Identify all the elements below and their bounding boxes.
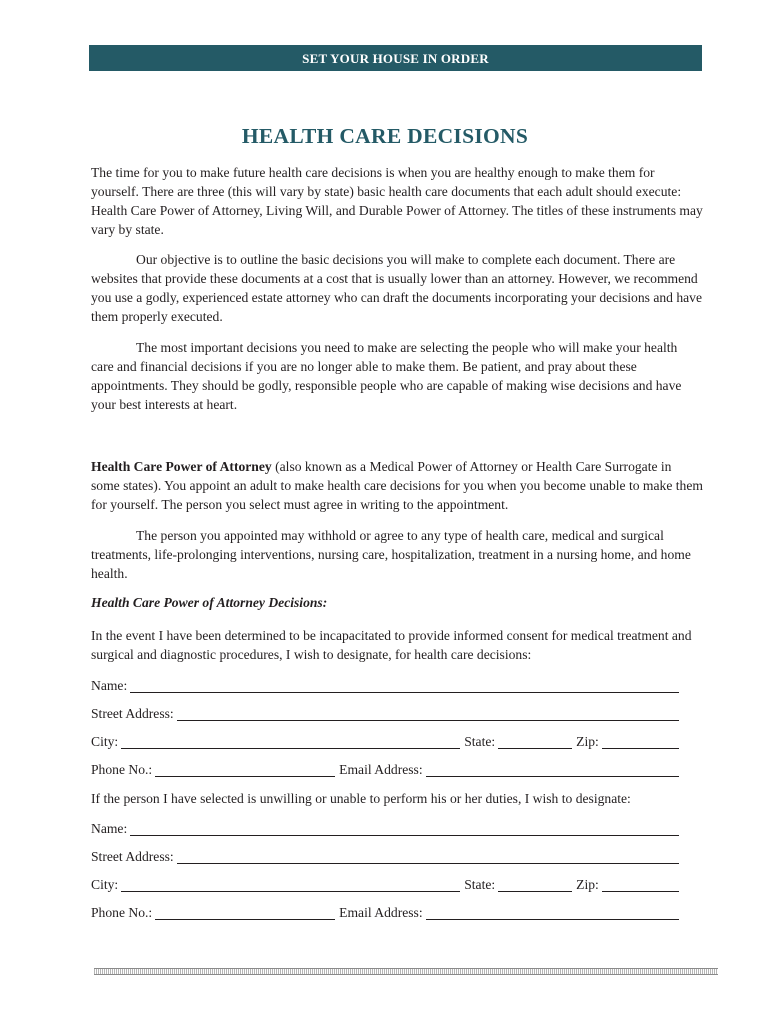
street-label: Street Address: [91,849,174,864]
primary-street-row [91,704,679,724]
primary-city-field[interactable] [121,735,460,749]
alternate-zip-field[interactable] [602,878,679,892]
primary-city-row [91,732,679,752]
city-label: City: [91,877,119,892]
alternate-street-row [91,847,679,867]
hcpoa-paragraph [91,457,703,514]
authority-paragraph: The person you appointed may withhold or agree to any type of health care, medical and surgical treatments, life-prolonging interventions, nursing care, hospitalization, treatment in a nursing home, and home health. [91,528,691,581]
alternate-street-field[interactable] [177,850,679,864]
alternate-paragraph: If the person I have selected is unwilling or unable to perform his or her duties, I wish to designate: [91,791,631,806]
section-banner: SET YOUR HOUSE IN ORDER [89,45,702,71]
phone-label: Phone No.: [91,905,153,920]
hcpoa-description: (also known as a Medical Power of Attorney or Health Care Surrogate in some states). You appoint an adult to make health care decisions for you when you become unable to make them for yourself. The person you select must agree in writing to the appointment. [91,459,703,512]
designation-paragraph: In the event I have been determined to be incapacitated to provide informed consent for medical treatment and surgical and diagnostic procedures, I wish to designate, for health care decisions: [91,628,692,662]
hcpoa-term: Health Care Power of Attorney [91,459,272,474]
intro-paragraph: The time for you to make future health care decisions is when you are healthy enough to make them for yourself. There are three (this will vary by state) basic health care documents that each adult should execute: Health Care Power of Attorney, Living Will, and Durable Power of Attorney. The titles of these instruments may vary by state. [91,165,703,237]
alternate-state-field[interactable] [498,878,572,892]
primary-contact-row [91,760,679,780]
appointments-paragraph: The most important decisions you need to make are selecting the people who will make your health care and financial decisions if you are no longer able to make them. Be patient, and pray about these appointments. They should be godly, responsible people who are capable of making wise decisions and have your best interests at heart. [91,340,682,412]
alternate-name-row [91,819,679,839]
objective-paragraph: Our objective is to outline the basic decisions you will make to complete each document. There are websites that provide these documents at a cost that is usually lower than an attorney. However, we recommend you use a godly, experienced estate attorney who can draft the documents incorporating your decisions and have them properly executed. [91,252,703,324]
primary-name-field[interactable] [130,679,679,693]
zip-label: Zip: [576,734,599,749]
primary-zip-field[interactable] [602,735,679,749]
page-title: HEALTH CARE DECISIONS [241,124,529,148]
name-label: Name: [91,678,128,693]
email-label: Email Address: [339,905,423,920]
alternate-phone-field[interactable] [155,906,335,920]
state-label: State: [464,877,496,892]
primary-street-field[interactable] [177,707,679,721]
primary-name-row [91,676,679,696]
alternate-city-field[interactable] [121,878,460,892]
decisions-subheading: Health Care Power of Attorney Decisions: [91,595,328,610]
phone-label: Phone No.: [91,762,153,777]
alternate-city-row [91,875,679,895]
street-label: Street Address: [91,706,174,721]
alternate-contact-row [91,903,679,923]
primary-phone-field[interactable] [155,763,335,777]
alternate-name-field[interactable] [130,822,679,836]
city-label: City: [91,734,119,749]
alternate-email-field[interactable] [426,906,679,920]
state-label: State: [464,734,496,749]
primary-state-field[interactable] [498,735,572,749]
name-label: Name: [91,821,128,836]
primary-email-field[interactable] [426,763,679,777]
footer-rule [94,968,718,975]
zip-label: Zip: [576,877,599,892]
email-label: Email Address: [339,762,423,777]
